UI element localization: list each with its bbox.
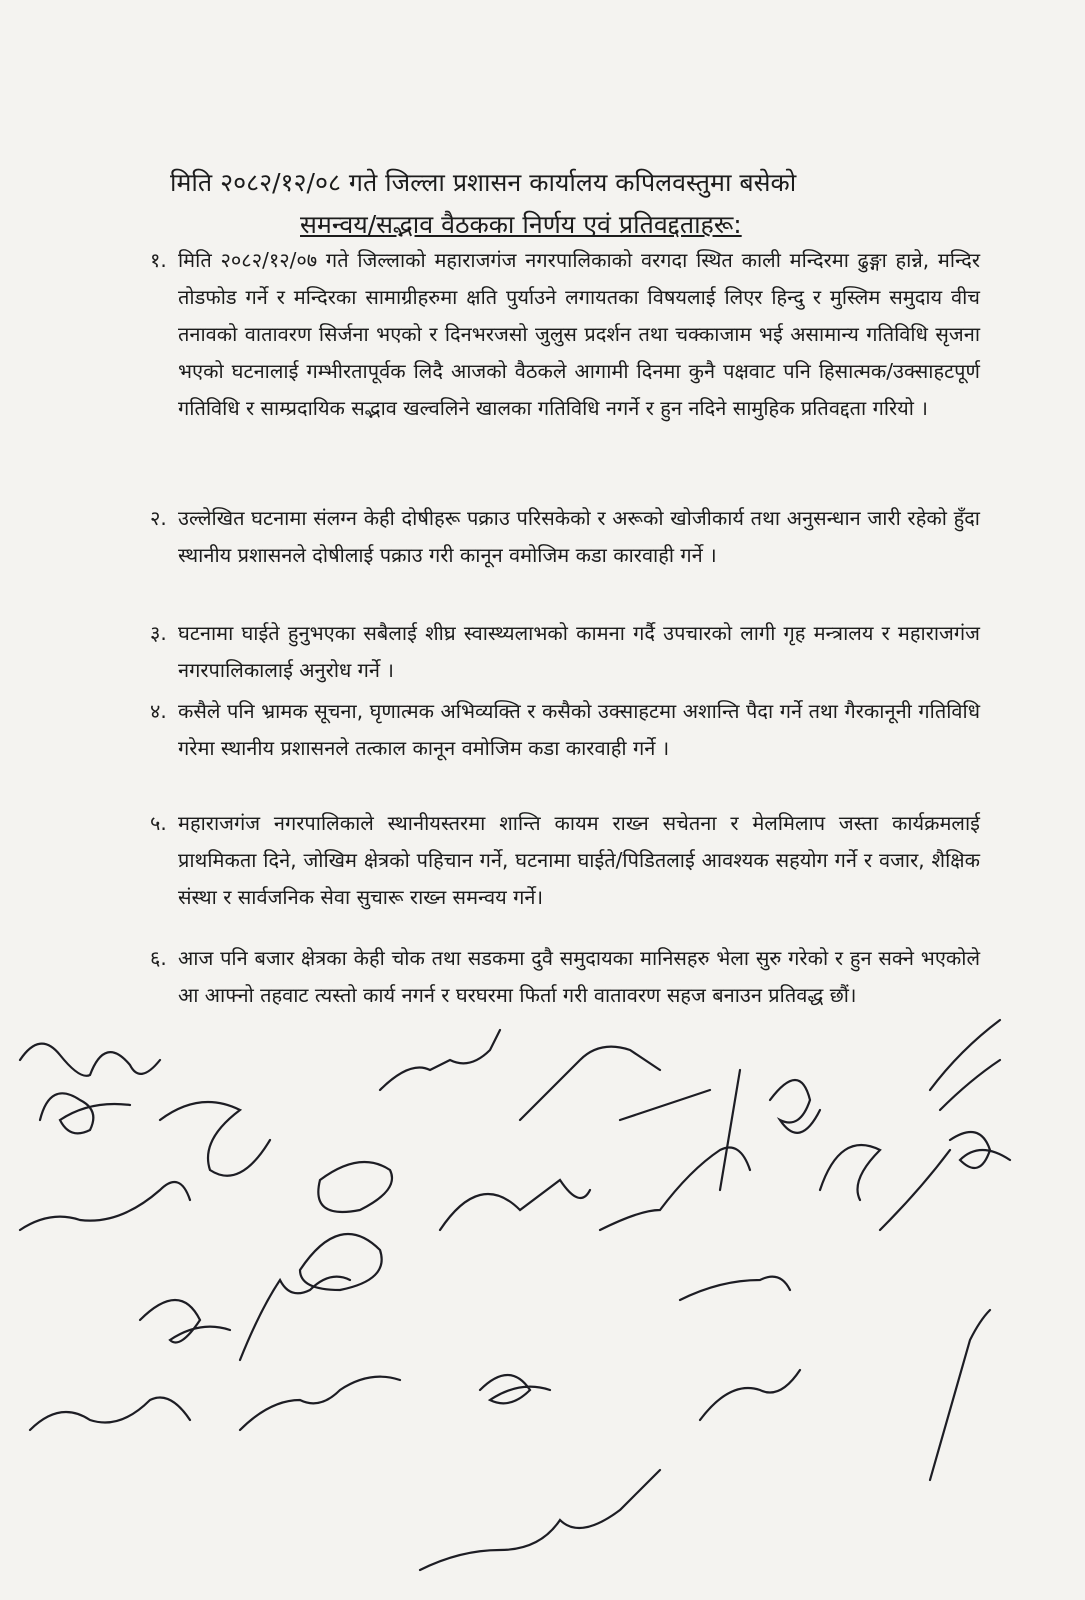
signatures-area	[0, 1000, 1085, 1600]
signature	[520, 1047, 660, 1120]
signature	[420, 1470, 660, 1570]
signature	[680, 1277, 790, 1300]
signature	[700, 1370, 800, 1420]
signature	[40, 1093, 130, 1133]
signature	[620, 1070, 740, 1190]
decision-item-1	[150, 242, 980, 427]
signature	[600, 1148, 750, 1231]
item-text: घटनामा घाईते हुनुभएका सबैलाई शीघ्र स्वास्थ्यलाभको कामना गर्दै उपचारको लागी गृह मन्त्रालय र महाराजगंज नगरपालिकालाई अनुरोध गर्ने ।	[178, 621, 980, 682]
signature	[20, 1182, 190, 1230]
item-number: ५.	[150, 811, 167, 835]
signature	[950, 1132, 1010, 1168]
signature	[240, 1377, 400, 1430]
signature	[480, 1375, 550, 1403]
document-subtitle: समन्वय/सद्भाव वैठकका निर्णय एवं प्रतिवद्दताहरू:	[300, 210, 742, 239]
document-title: मिति २०८२/१२/०८ गते जिल्ला प्रशासन कार्यालय कपिलवस्तुमा बसेको	[170, 168, 797, 197]
signature	[820, 1145, 950, 1230]
item-text: मिति २०८२/१२/०७ गते जिल्लाको महाराजगंज नगरपालिकाको वरगदा स्थित काली मन्दिरमा ढुङ्गा हान्ने, मन्दिर तोडफोड गर्ने र मन्दिरका सामाग्रीहरुमा क्षति पुर्याउने लगायतका विषयलाई लिएर हिन्दु र मुस्लिम समुदाय वीच तनावको वातावरण सिर्जना भएको र दिनभरजसो जुलुस प्रदर्शन तथा चक्काजाम भई असामान्य गतिविधि सृजना भएको घटनालाई गम्भीरतापूर्वक लिदै आजको वैठकले आगामी दिनमा कुनै पक्षवाट पनि हिसात्मक/उक्साहटपूर्ण गतिविधि र साम्प्रदायिक सद्भाव खल्वलिने खालका गतिविधि नगर्ने र हुन नदिने सामुहिक प्रतिवद्दता गरियो ।	[178, 248, 980, 420]
item-number: १.	[150, 248, 167, 272]
signature	[770, 1080, 820, 1133]
signature	[930, 1310, 990, 1480]
item-number: ६.	[150, 946, 167, 970]
decision-item-4	[150, 693, 980, 767]
decision-item-3	[150, 615, 980, 689]
signature	[20, 1044, 160, 1076]
signature	[318, 1162, 392, 1212]
item-text: उल्लेखित घटनामा संलग्न केही दोषीहरू पक्राउ परिसकेको र अरूको खोजीकार्य तथा अनुसन्धान जारी रहेको हुँदा स्थानीय प्रशासनले दोषीलाई पक्राउ गरी कानून वमोजिम कडा कारवाही गर्ने ।	[178, 506, 980, 567]
item-number: ४.	[150, 699, 167, 723]
item-text: कसैले पनि भ्रामक सूचना, घृणात्मक अभिव्यक्ति र कसैको उक्साहटमा अशान्ति पैदा गर्ने तथा गैरकानूनी गतिविधि गरेमा स्थानीय प्रशासनले तत्काल कानून वमोजिम कडा कारवाही गर्ने ।	[178, 699, 980, 760]
signature	[380, 1030, 500, 1090]
decision-item-2	[150, 500, 980, 574]
signature	[300, 1234, 382, 1290]
item-number: ३.	[150, 621, 167, 645]
item-text: आज पनि बजार क्षेत्रका केही चोक तथा सडकमा दुवै समुदायका मानिसहरु भेला सुरु गरेको र हुन सक्ने भएकोले आ आफ्नो तहवाट त्यस्तो कार्य नगर्न र घरघरमा फिर्ता गरी वातावरण सहज बनाउन प्रतिवद्ध छौं।	[178, 946, 980, 1007]
decision-item-5	[150, 805, 980, 916]
signature	[30, 1398, 190, 1431]
signature	[140, 1300, 230, 1343]
item-number: २.	[150, 506, 167, 530]
item-text: महाराजगंज नगरपालिकाले स्थानीयस्तरमा शान्ति कायम राख्न सचेतना र मेलमिलाप जस्ता कार्यक्रमलाई प्राथमिकता दिने, जोखिम क्षेत्रको पहिचान गर्ने, घटनामा घाईते/पिडितलाई आवश्यक सहयोग गर्ने र वजार, शैक्षिक संस्था र सार्वजनिक सेवा सुचारू राख्न समन्वय गर्ने।	[178, 811, 980, 909]
signature	[930, 1020, 1000, 1110]
signature	[440, 1180, 590, 1230]
signature	[160, 1102, 270, 1176]
